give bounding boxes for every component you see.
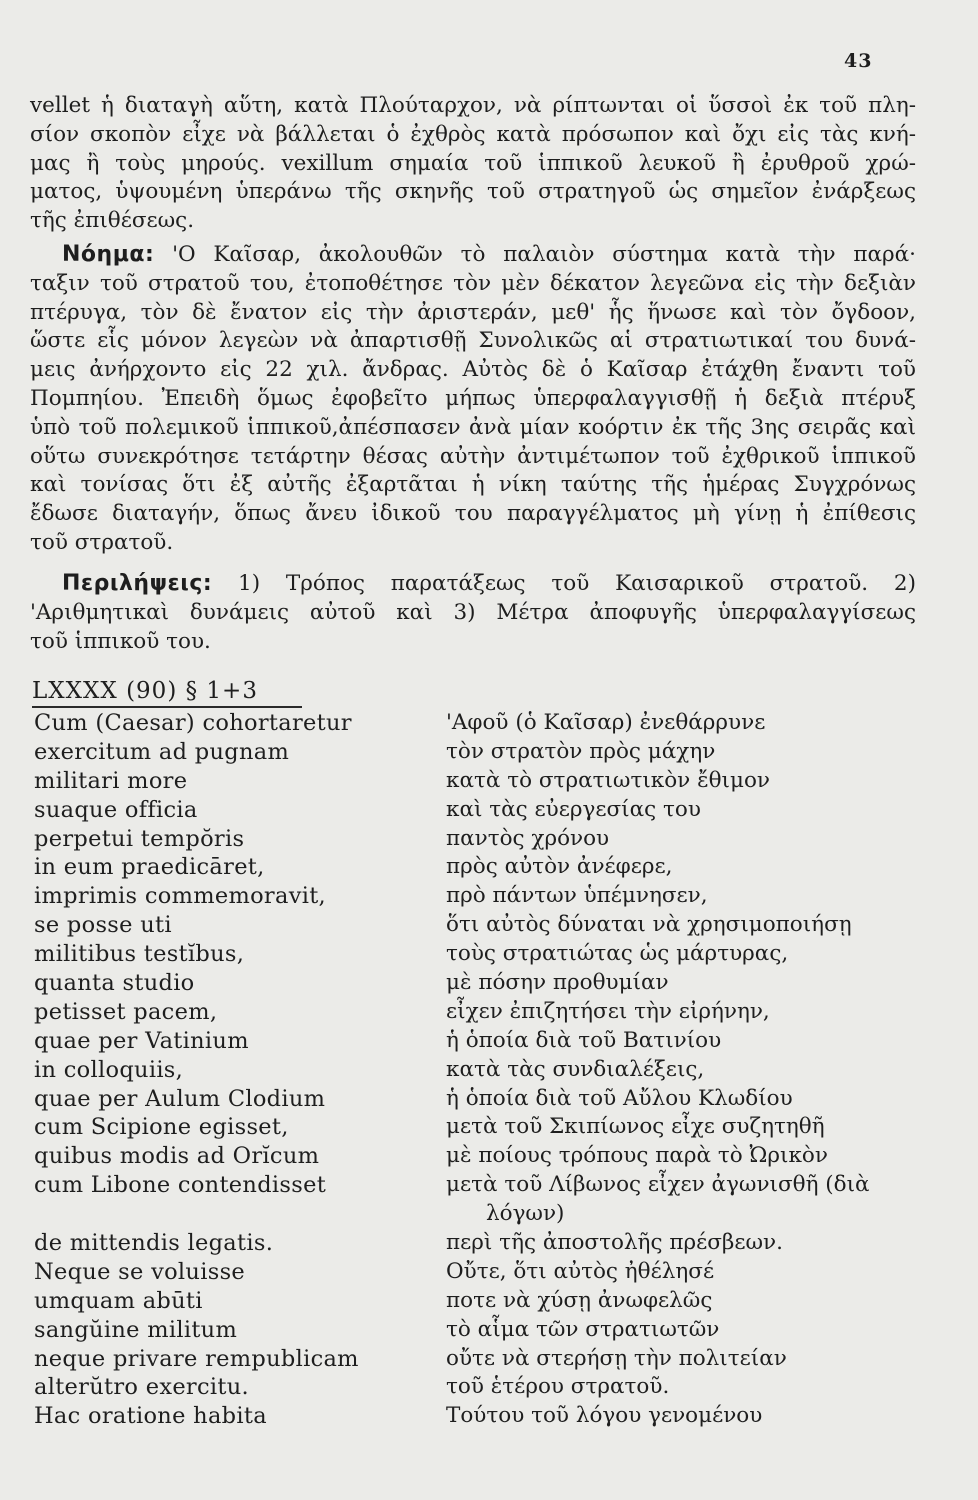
text-line: ὑπὸ τοῦ πολεμικοῦ ἱππικοῦ,ἀπέσπασεν ἀνὰ μίαν κοόρτιν ἐκ τῆς 3ης σειρᾶς καὶ bbox=[30, 414, 916, 440]
greek-line: τοῦ ἑτέρου στρατοῦ. bbox=[446, 1374, 670, 1400]
latin-line: exercitum ad pugnam bbox=[34, 738, 290, 765]
latin-line: perpetui tempŏris bbox=[34, 825, 245, 852]
section-underline bbox=[32, 706, 302, 708]
latin-line: neque privare rempublicam bbox=[34, 1345, 359, 1372]
text-line bbox=[30, 570, 916, 599]
greek-line: πρὸ πάντων ὑπέμνησεν, bbox=[446, 883, 708, 909]
greek-line: μὲ πόσην προθυμίαν bbox=[446, 970, 669, 996]
greek-line: πρὸς αὐτὸν ἀνέφερε, bbox=[446, 854, 673, 880]
greek-line: ἡ ὁποία διὰ τοῦ Βατινίου bbox=[446, 1027, 722, 1053]
greek-line: τὸν στρατὸν πρὸς μάχην bbox=[446, 738, 716, 764]
greek-line: ἡ ὁποία διὰ τοῦ Αὔλου Κλωδίου bbox=[446, 1085, 793, 1111]
greek-column bbox=[446, 709, 946, 1431]
latin-line: de mittendis legatis. bbox=[34, 1230, 274, 1257]
greek-line: καὶ τὰς εὐεργεσίας του bbox=[446, 796, 701, 822]
latin-line: alterŭtro exercitu. bbox=[34, 1374, 249, 1401]
text-line: σίον σκοπὸν εἶχε νὰ βάλλεται ὁ ἐχθρὸς κατὰ πρόσωπον καὶ ὄχι εἰς τὰς κνή- bbox=[30, 121, 916, 147]
noema-paragraph bbox=[30, 241, 916, 558]
latin-line: in eum praedicāret, bbox=[34, 854, 265, 881]
greek-line: τὸ αἷμα τῶν στρατιωτῶν bbox=[446, 1316, 720, 1342]
latin-line: Hac oratione habita bbox=[34, 1403, 267, 1430]
latin-line: cum Libone contendisset bbox=[34, 1172, 327, 1199]
text-line: τοῦ στρατοῦ. bbox=[30, 529, 174, 555]
latin-line: petisset pacem, bbox=[34, 998, 218, 1025]
latin-line: cum Scipione egisset, bbox=[34, 1114, 289, 1141]
greek-line: μετὰ τοῦ Λίβωνος εἶχεν ἀγωνισθῆ (διὰ bbox=[446, 1172, 870, 1198]
greek-line: Τούτου τοῦ λόγου γενομένου bbox=[446, 1403, 763, 1429]
latin-line: Cum (Caesar) cohortaretur bbox=[34, 710, 352, 736]
greek-line-continuation: λόγων) bbox=[486, 1201, 565, 1227]
noema-label: Νόημα: bbox=[62, 242, 155, 267]
text-line: ματος, ὑψουμένη ὑπεράνω τῆς σκηνῆς τοῦ στρατηγοῦ ὡς σημεῖον ἐνάρξεως bbox=[30, 179, 916, 205]
perilipsis-label: Περιλήψεις: bbox=[62, 571, 213, 596]
greek-line: παντὸς χρόνου bbox=[446, 825, 610, 851]
text-line: 'Αριθμητικαὶ δυνάμεις αὐτοῦ καὶ 3) Μέτρα ἀποφυγῆς ὑπερφαλαγγίσεως bbox=[30, 599, 916, 625]
greek-line: 'Αφοῦ (ὁ Καῖσαρ) ἐνεθάρρυνε bbox=[446, 710, 766, 735]
text-line: ἔδωσε διαταγήν, ὅπως ἄνευ ἰδικοῦ του παραγγέλματος μὴ γίνῃ ἡ ἐπίθεσις bbox=[30, 501, 916, 527]
text-line: τοῦ ἱππικοῦ του. bbox=[30, 628, 211, 654]
latin-line: militibus testĭbus, bbox=[34, 941, 245, 968]
latin-line: militari more bbox=[34, 767, 188, 794]
greek-line: μὲ ποίους τρόπους παρὰ τὸ Ὠρικὸν bbox=[446, 1143, 828, 1169]
greek-line: Οὔτε, ὅτι αὐτὸς ἠθέλησέ bbox=[446, 1258, 715, 1284]
text-line: οὕτω συνεκρότησε τετάρτην θέσας αὐτὴν ἀντιμέτωπον τοῦ ἐχθρικοῦ ἱππικοῦ bbox=[30, 443, 916, 469]
text-line: vellet ἡ διαταγὴ αὕτη, κατὰ Πλούταρχον, νὰ ρίπτωνται οἱ ὕσσοὶ ἐκ τοῦ πλη- bbox=[30, 93, 916, 118]
latin-line-blank bbox=[34, 1200, 414, 1229]
latin-line: quae per Aulum Clodium bbox=[34, 1085, 326, 1112]
page-number: 43 bbox=[844, 50, 873, 72]
latin-line: Neque se voluisse bbox=[34, 1258, 246, 1285]
text-line: τῆς ἐπιθέσεως. bbox=[30, 208, 195, 234]
latin-line: sangŭine militum bbox=[34, 1316, 238, 1343]
text-line: Πομπηίου. Ἐπειδὴ ὅμως ἐφοβεῖτο μήπως ὑπερφαλαγγισθῇ ἡ δεξιὰ πτέρυξ bbox=[30, 385, 916, 411]
greek-line: ὅτι αὐτὸς δύναται νὰ χρησιμοποιήσῃ bbox=[446, 912, 852, 938]
text-line: καὶ τονίσας ὅτι ἐξ αὐτῆς ἐξαρτᾶται ἡ νίκη ταύτης τῆς ἡμέρας Συγχρόνως bbox=[30, 472, 916, 498]
greek-line: εἶχεν ἐπιζητήσει τὴν εἰρήνην, bbox=[446, 998, 770, 1024]
greek-line: οὔτε νὰ στερήσῃ τὴν πολιτείαν bbox=[446, 1345, 787, 1371]
intro-paragraph bbox=[30, 92, 916, 236]
greek-line: τοὺς στρατιώτας ὡς μάρτυρας, bbox=[446, 941, 789, 967]
text-line-content: 'Ο Καῖσαρ, ἀκολουθῶν τὸ παλαιὸν σύστημα κατὰ τὴν παρά· bbox=[172, 242, 916, 267]
section-header: LXXXX (90) § 1+3 bbox=[32, 678, 258, 704]
text-line-content: 1) Τρόπος παρατάξεως τοῦ Καισαρικοῦ στρατοῦ. 2) bbox=[238, 571, 916, 596]
latin-line: quae per Vatinium bbox=[34, 1027, 249, 1054]
latin-line: quanta studio bbox=[34, 970, 195, 997]
latin-line: imprimis commemoravit, bbox=[34, 883, 327, 910]
text-line: μας ἢ τοὺς μηρούς. vexillum σημαία τοῦ ἱππικοῦ λευκοῦ ἢ ἐρυθροῦ χρώ- bbox=[30, 150, 916, 176]
text-line bbox=[30, 241, 916, 270]
greek-line: περὶ τῆς ἀποστολῆς πρέσβεων. bbox=[446, 1230, 783, 1256]
text-line: ὥστε εἷς μόνον λεγεὼν νὰ ἀπαρτισθῇ Συνολικῶς αἱ στρατιωτικαί του δυνά- bbox=[30, 328, 916, 354]
latin-line: suaque officia bbox=[34, 796, 198, 823]
text-line: ταξιν τοῦ στρατοῦ του, ἐτοποθέτησε τὸν μὲν δέκατον λεγεῶνα εἰς τὴν δεξιὰν bbox=[30, 270, 916, 296]
latin-line: in colloquiis, bbox=[34, 1056, 184, 1083]
greek-line: μετὰ τοῦ Σκιπίωνος εἶχε συζητηθῆ bbox=[446, 1114, 825, 1140]
latin-line: se posse uti bbox=[34, 912, 172, 939]
greek-line: ποτε νὰ χύσῃ ἀνωφελῶς bbox=[446, 1287, 713, 1313]
latin-column bbox=[34, 709, 414, 1431]
greek-line: κατὰ τὰς συνδιαλέξεις, bbox=[446, 1056, 705, 1082]
latin-line: quibus modis ad Orĭcum bbox=[34, 1143, 320, 1170]
greek-line: κατὰ τὸ στρατιωτικὸν ἔθιμον bbox=[446, 767, 770, 793]
latin-line: umquam abūti bbox=[34, 1287, 203, 1314]
text-line: πτέρυγα, τὸν δὲ ἔνατον εἰς τὴν ἀριστεράν, μεθ' ἧς ἥνωσε καὶ τὸν ὄγδοον, bbox=[30, 299, 916, 325]
text-line: μεις ἀνήρχοντο εἰς 22 χιλ. ἄνδρας. Αὐτὸς δὲ ὁ Καῖσαρ ἐτάχθη ἔναντι τοῦ bbox=[30, 357, 916, 383]
perilipsis-paragraph bbox=[30, 570, 916, 656]
